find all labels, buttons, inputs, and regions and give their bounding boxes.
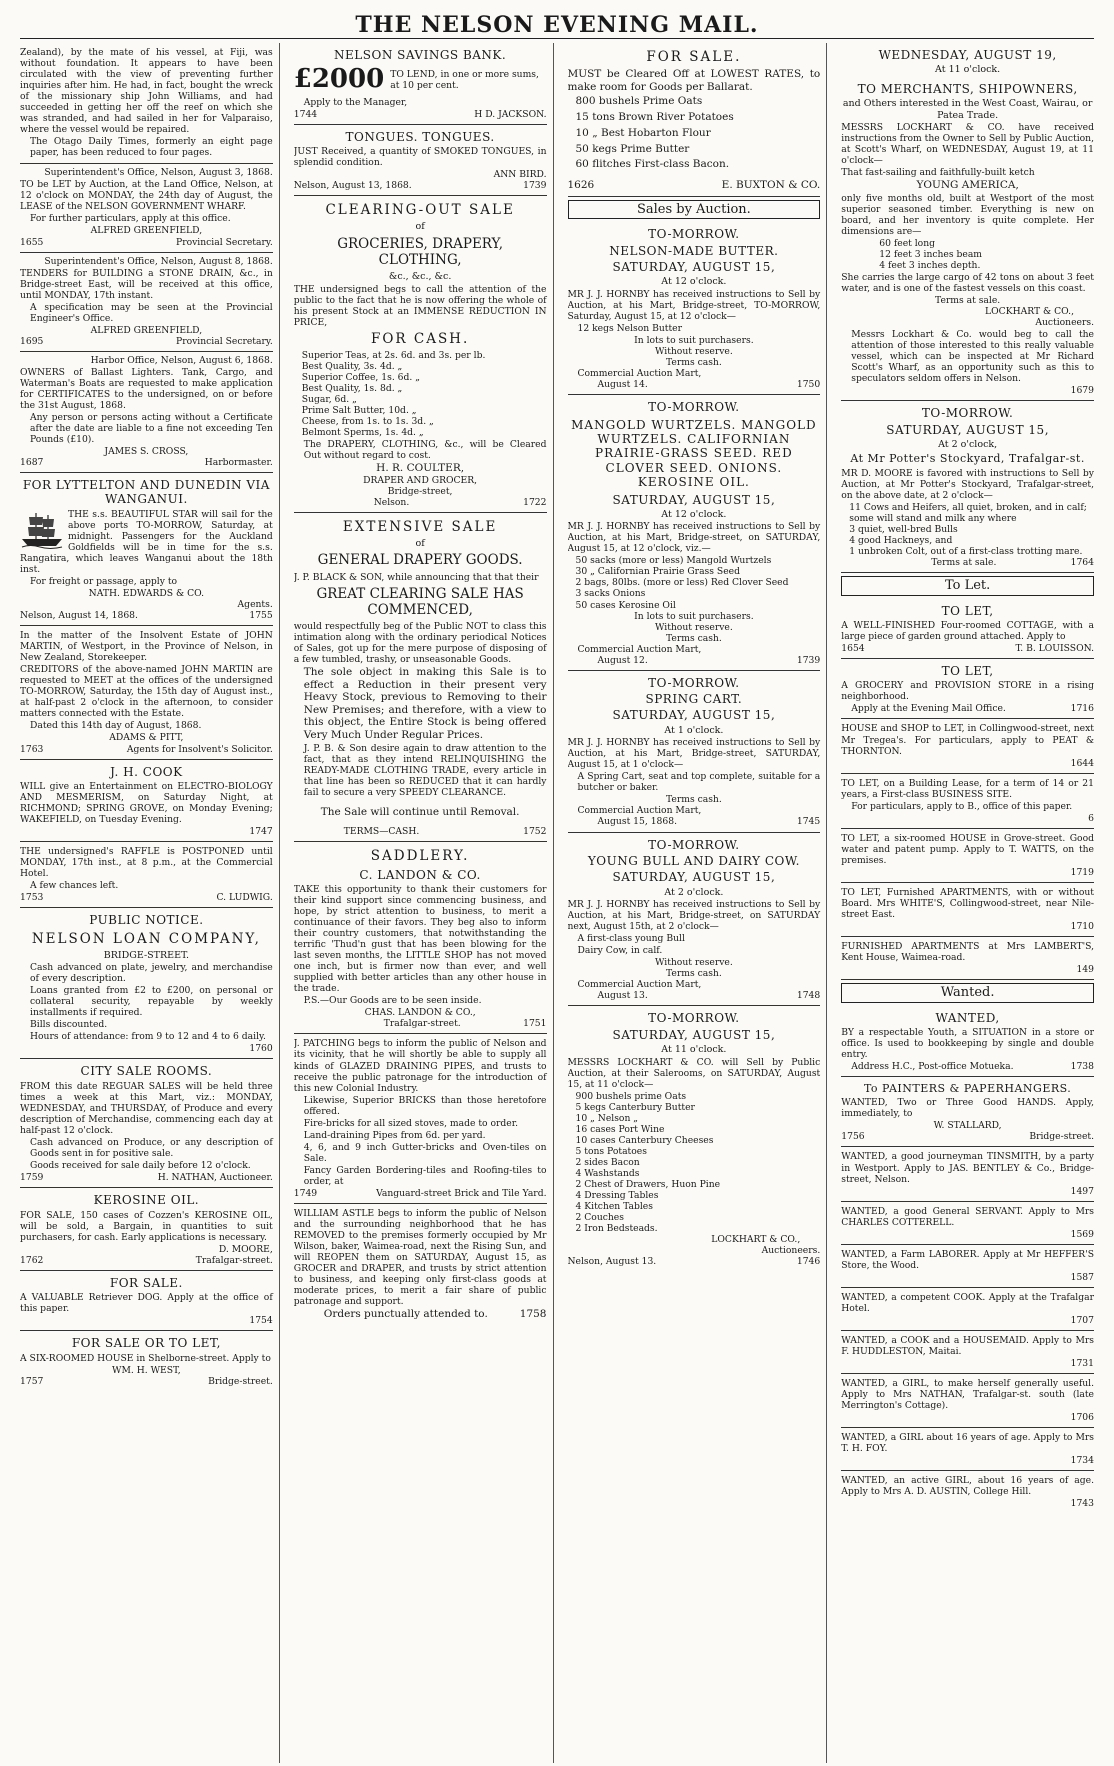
list-item: 50 kegs Prime Butter [575, 142, 690, 155]
list-item: 800 bushels Prime Oats [575, 95, 703, 108]
wanted-laborer: WANTED, a Farm LABORER. Apply at Mr HEFFER'S Store, the Wood. 1587 [841, 1245, 1094, 1288]
ad-loan-company: PUBLIC NOTICE. NELSON LOAN COMPANY, BRIDGE-STREET. Cash advanced on plate, jewelry, and merchandise of every description. Loans granted from £2 to £200, on personal or collateral security, repayable by weekly installments if required. Bills discounted. Hours of attendance: from 9 to 12 and 4 to 6 daily. 1760 [20, 908, 273, 1059]
dimensions-list [841, 238, 1094, 271]
ad-city-sale-rooms: CITY SALE ROOMS. FROM this date REGUAR SALES will be held three times a week at this Mart, viz.: MONDAY, WEDNESDAY, and THURSDAY, of Produce and every description of Merchandise, commencing each day at half-past 12 o'clock. Cash advanced on Produce, or any description of Goods sent in for positive sale. Goods received for sale daily before 12 o'clock. 1759 H. NATHAN, Auctioneer. [20, 1059, 273, 1188]
ad-kerosine-oil: KEROSINE OIL. FOR SALE, 150 cases of Cozzen's KEROSINE OIL, will be sold, a Bargain, in quantities to suit purchasers, for cash. Early applications is necessary. D. MOORE, 1762 Trafalgar-street. [20, 1188, 273, 1271]
livestock-list [841, 502, 1094, 557]
list-item: 4 Kitchen Tables [575, 1200, 653, 1212]
list-item: 10 „ Best Hobarton Flour [575, 126, 711, 139]
section-to-let: To Let. [841, 576, 1094, 596]
goods-list [568, 1091, 821, 1234]
let-grocery-store: TO LET, A GROCERY and PROVISION STORE in a rising neighborhood. Apply at the Evening Mail Office. 1716 [841, 659, 1094, 719]
price-list [294, 350, 547, 438]
list-item: 4 Dressing Tables [575, 1189, 659, 1201]
wanted-girl-austin: WANTED, an active GIRL, about 16 years of age. Apply to Mrs A. D. AUSTIN, College Hill. 1743 [841, 1475, 1094, 1510]
produce-list [568, 94, 821, 173]
ad-black-and-son: EXTENSIVE SALE of GENERAL DRAPERY GOODS. J. P. BLACK & SON, while announcing that that their GREAT CLEARING SALE HAS COMMENCED, would respectfully beg of the Public NOT to class this intimation along with the ordinary periodical Notices of Sales, got up for the mere purpose of disposing of a few tumbled, trashy, or unseasonable Goods. The sole object in making this Sale is to effect a Reduction in their present very Heavy Stock, previous to Removing to their New Premises; and therefore, with a view to this object, the Entire Stock is being offered Very Much Under Regular Prices. J. P. B. & Son desire again to draw attention to the fact, that as they intend RELINQUISHING the READY-MADE CLOTHING TRADE, every article in that line has been so REDUCED that it can hardly fail to secure a very SPEEDY CLEARANCE. The Sale will continue until Removal. TERMS—CASH. 1752 [294, 513, 547, 843]
wanted-girl-foy: WANTED, a GIRL about 16 years of age. Apply to Mrs T. H. FOY. 1734 [841, 1428, 1094, 1471]
wanted-girl-nathan: WANTED, a GIRL, to make herself generally useful. Apply to Mrs NATHAN, Trafalgar-st. south (late Merrington's Cottage). 1706 [841, 1374, 1094, 1428]
wanted-housemaid: WANTED, a COOK and a HOUSEMAID. Apply to Mrs F. HUDDLESTON, Maitai. 1731 [841, 1331, 1094, 1374]
list-item: 15 tons Brown River Potatoes [575, 111, 734, 124]
ad-retriever-dog: FOR SALE. A VALUABLE Retriever DOG. Apply at the office of this paper. 1754 [20, 1271, 273, 1331]
auction-bull-cow: TO-MORROW. YOUNG BULL AND DAIRY COW. SATURDAY, AUGUST 15, At 2 o'clock. MR J. J. HORNBY has received instructions to Sell by Auction, at his Mart, Bridge-street, on SATURDAY next, August 15th, at 2 o'clock— A first-class young Bull Dairy Cow, in calf. Without reserve. Terms cash. Commercial Auction Mart, August 13. 1748 [568, 833, 821, 1007]
list-item: 60 flitches First-class Bacon. [575, 158, 730, 171]
wanted-cook: WANTED, a competent COOK. Apply at the Trafalgar Hotel. 1707 [841, 1288, 1094, 1331]
list-item: 4 Washstands [575, 1167, 640, 1179]
list-item: 2 Chest of Drawers, Huon Pine [575, 1178, 721, 1190]
masthead: THE NELSON EVENING MAIL. [20, 0, 1094, 39]
list-item: Prime Salt Butter, 10d. „ [301, 404, 417, 416]
list-item: Sugar, 6d. „ [301, 393, 357, 405]
wanted-situation: WANTED, BY a respectable Youth, a SITUATION in a store or office. Is used to bookkeeping by single and double entry. Address H.C., Post-office Motueka. 1738 [841, 1006, 1094, 1078]
auction-potters-stockyard: TO-MORROW. SATURDAY, AUGUST 15, At 2 o'clock, At Mr Potter's Stockyard, Trafalgar-st. MR D. MOORE is favored with instructions to Sell by Auction, at Mr Potter's Stockyard, Trafalgar-street, on the above date, at 2 o'clock— 11 Cows and Heifers, all quiet, broken, and in calf; some will stand and milk any where 3 quiet, well-bred Bulls 4 good Hackneys, and 1 unbroken Colt, out of a first-class trotting mare. Terms at sale. 1764 [841, 401, 1094, 573]
ad-raffle: THE undersigned's RAFFLE is POSTPONED until MONDAY, 17th inst., at 8 p.m., at the Commercial Hotel. A few chances left. 1753 C. LUDWIG. [20, 842, 273, 908]
list-item: Belmont Sperms, 1s. 4d. „ [301, 427, 424, 439]
list-item: 5 kegs Canterbury Butter [575, 1101, 695, 1113]
column-2 [294, 43, 554, 1763]
ad-savings-bank: NELSON SAVINGS BANK. £2000 TO LEND, in one or more sums, at 10 per cent. Apply to the Manager, 1744 H D. JACKSON. [294, 43, 547, 125]
ad-saddlery: SADDLERY. C. LANDON & CO. TAKE this opportunity to thank their customers for their kind support since commencing business, and hope, by strict attention to business, to merit a continuance of their favors. They beg also to inform their country customers, that notwithstanding the terrific 'Thud'n gust that has been blowing for the last seven months, the LITTLE SHOP has not moved one inch, but is firmer now than ever, and well supplied with better articles than any other house in the trade. P.S.—Our Goods are to be seen inside. CHAS. LANDON & CO., Trafalgar-street. 1751 [294, 842, 547, 1034]
auction-lockhart-oats: TO-MORROW. SATURDAY, AUGUST 15, At 11 o'clock. MESSRS LOCKHART & CO. will Sell by Public Auction, at their Salerooms, on SATURDAY, August 15, at 11 o'clock— 900 bushels prime Oats 5 kegs Canterbury Butter 10 „ Nelson „ 16 cases Port Wine 10 cases Canterbury Cheeses 5 tons Potatoes 2 sides Bacon 4 Washstands 2 Chest of Drawers, Huon Pine 4 Dressing Tables 4 Kitchen Tables 2 Couches 2 Iron Bedsteads. LOCKHART & CO., Auctioneers. Nelson, August 13. 1746 [567, 1011, 821, 1268]
news-article: Zealand), by the mate of his vessel, at Fiji, was without foundation. It appears to have been circulated with the view of preventing further inquiries after him. He had, in fact, bought the wreck of the missionary ship John Williams, and had succeeded in getting her off the reef on which she was stranded, and had sailed in her for Valparaiso, where the vessel would be repaired. The Otago Daily Times, formerly an eight page paper, has been reduced to four pages. [20, 43, 273, 164]
seed-list [568, 555, 821, 610]
ad-harbor-office: Harbor Office, Nelson, August 6, 1868. OWNERS of Ballast Lighters. Tank, Cargo, and Waterman's Boats are requested to make application for CERTIFICATES to the undersigned, on or before the 31st August, 1868. Any person or persons acting without a Certificate after the date are liable to a fine not exceeding Ten Pounds (£10). JAMES S. CROSS, 1687 Harbormaster. [20, 352, 273, 473]
wanted-painters: To PAINTERS & PAPERHANGERS. WANTED, Two or Three Good HANDS. Apply, immediately, to W. STALLARD, 1756 Bridge-street. [841, 1077, 1094, 1147]
column-4 [841, 43, 1094, 1763]
ad-buxton-for-sale: FOR SALE. MUST be Cleared Off at LOWEST RATES, to make room for Goods per Ballarat. 800 bushels Prime Oats 15 tons Brown River Potatoes 10 „ Best Hobarton Flour 50 kegs Prime Butter 60 flitches First-class Bacon. 1626 E. BUXTON & CO. [568, 43, 821, 197]
auction-mangold: TO-MORROW. MANGOLD WURTZELS. MANGOLD WURTZELS. CALIFORNIAN PRAIRIE-GRASS SEED. RED CLOVER SEED. ONIONS. KEROSINE OIL. SATURDAY, AUGUST 15, At 12 o'clock. MR J. J. HORNBY has received instructions to Sell by Auction, at his Mart, Bridge-street, on SATURDAY, August 15, at 12 o'clock, viz.— 50 sacks (more or less) Mangold Wurtzels 30 „ Californian Prairie Grass Seed 2 bags, 80lbs. (more or less) Red Clover Seed 3 sacks Onions 50 cases Kerosine Oil In lots to suit purchasers. Without reserve. Terms cash. Commercial Auction Mart, August 12. 1739 [568, 395, 821, 671]
list-item: Best Quality, 1s. 8d. „ [301, 382, 403, 394]
list-item: 1 unbroken Colt, out of a first-class trotting mare. [849, 545, 1083, 557]
let-grove-street: TO LET, a six-roomed HOUSE in Grove-street. Good water and patent pump. Apply to T. WATTS, on the premises. 1719 [841, 829, 1094, 883]
list-item: 5 tons Potatoes [575, 1145, 647, 1157]
list-item: 3 sacks Onions [575, 588, 646, 600]
list-item: Cheese, from 1s. to 1s. 3d. „ [301, 416, 434, 427]
ad-cook-entertainment: J. H. COOK WILL give an Entertainment on ELECTRO-BIOLOGY AND MESMERISM, on Saturday Night, at RICHMOND; SPRING GROVE, on Monday Evening; WAKEFIELD, on Tuesday Evening. 1747 [20, 760, 273, 843]
list-item: Superior Teas, at 2s. 6d. and 3s. per lb. [301, 349, 486, 361]
section-sales-by-auction: Sales by Auction. [568, 200, 821, 220]
ad-stone-drain: Superintendent's Office, Nelson, August 8, 1868. TENDERS for BUILDING a STONE DRAIN, &c., in Bridge-street East, will be received at this office, until MONDAY, 17th instant. A specification may be seen at the Provincial Engineer's Office. ALFRED GREENFIELD, 1695 Provincial Secretary. [20, 253, 273, 352]
auction-spring-cart: TO-MORROW. SPRING CART. SATURDAY, AUGUST 15, At 1 o'clock. MR J. J. HORNBY has received instructions to Sell by Auction, at his Mart, Bridge-street, SATURDAY, August 15, at 1 o'clock— A Spring Cart, seat and top complete, suitable for a butcher or baker. Terms cash. Commercial Auction Mart, August 15, 1868. 1745 [568, 671, 821, 833]
ad-beautiful-star: FOR LYTTELTON AND DUNEDIN VIA WANGANUI. THE s.s. BEAUTIFUL STAR will sail for the above ports TO-MORROW, Saturday, at midnight. Passengers for the Auckland Goldfields will be in time for the s.s. Rangatira, which leaves Wanganui about the 18th inst. For freight or passage, apply to NATH. EDWARDS & CO. Agents. Nelson, August 14, 1868. 1755 [20, 473, 273, 626]
ad-house-shelborne: FOR SALE OR TO LET, A SIX-ROOMED HOUSE in Shelborne-street. Apply to WM. H. WEST, 1757 Bridge-street. [20, 1336, 273, 1387]
ad-clearing-out-sale: CLEARING-OUT SALE of GROCERIES, DRAPERY, CLOTHING, &c., &c., &c. THE undersigned begs to call the attention of the public to the fact that he is now offering the whole of his present Stock at an IMMENSE REDUCTION IN PRICE, FOR CASH. Superior Teas, at 2s. 6d. and 3s. per lb. Best Quality, 3s. 4d. „ Superior Coffee, 1s. 6d. „ Best Quality, 1s. 8d. „ Sugar, 6d. „ Prime Salt Butter, 10d. „ Cheese, from 1s. to 1s. 3d. „ Belmont Sperms, 1s. 4d. „ The DRAPERY, CLOTHING, &c., will be Cleared Out without regard to cost. H. R. COULTER, DRAPER AND GROCER, Bridge-street, Nelson. 1722 [294, 196, 547, 513]
list-item: 30 „ Californian Prairie Grass Seed [575, 566, 740, 578]
column-3 [568, 43, 828, 1763]
list-item: 4 feet 3 inches depth. [879, 259, 981, 271]
list-item: 11 Cows and Heifers, all quiet, broken, and in calf; some will stand and milk any where [849, 501, 1087, 524]
ad-government-wharf: Superintendent's Office, Nelson, August 3, 1868. TO be LET by Auction, at the Land Office, Nelson, at 12 o'clock on MONDAY, the 24th day of August, the LEASE of the NELSON GOVERNMENT WHARF. For further particulars, apply at this office. ALFRED GREENFIELD, 1655 Provincial Secretary. [20, 164, 273, 252]
list-item: 4 good Hackneys, and [849, 534, 953, 546]
list-item: 10 cases Canterbury Cheeses [575, 1134, 714, 1146]
let-apartments-lambert: FURNISHED APARTMENTS at Mrs LAMBERT'S, Kent House, Waimea-road. 149 [841, 937, 1094, 980]
list-item: 60 feet long [879, 237, 936, 249]
list-item: 2 bags, 80lbs. (more or less) Red Clover Seed [575, 577, 789, 589]
list-item: 900 bushels prime Oats [575, 1090, 687, 1102]
let-apartments-white: TO LET, Furnished APARTMENTS, with or without Board. Mrs WHITE'S, Collingwood-street, near Nile-street East. 1710 [841, 883, 1094, 937]
list-item: 50 cases Kerosine Oil [575, 599, 676, 611]
list-item: 2 sides Bacon [575, 1156, 640, 1168]
list-item: Best Quality, 3s. 4d. „ [301, 360, 403, 372]
list-item: 16 cases Port Wine [575, 1123, 665, 1135]
let-business-site: TO LET, on a Building Lease, for a term of 14 or 21 years, a First-class BUSINESS SITE. For particulars, apply to B., office of this paper. 6 [841, 774, 1094, 829]
list-item: 2 Couches [575, 1211, 624, 1223]
ship-icon [20, 509, 64, 549]
list-item: 10 „ Nelson „ [575, 1112, 639, 1124]
let-house-shop: HOUSE and SHOP to LET, in Collingwood-street, next Mr Tregea's. For particulars, apply to PEAT & THORNTON. 1644 [841, 719, 1094, 773]
list-item: Superior Coffee, 1s. 6d. „ [301, 371, 420, 383]
ad-william-astle: WILLIAM ASTLE begs to inform the public of Nelson and the surrounding neighborhood that he has REMOVED to the premises formerly occupied by Mr Wilson, baker, Waimea-road, next the Rising Sun, and will REOPEN them on SATURDAY, August 15, as GROCER and DRAPER, and trusts by strict attention to business, and keeping only first-class goods at moderate prices, to merit a fair share of public patronage and support. Orders punctually attended to. 1758 [293, 1207, 547, 1321]
column-1 [20, 43, 280, 1763]
list-item: 2 Iron Bedsteads. [575, 1222, 658, 1234]
section-wanted: Wanted. [841, 983, 1094, 1003]
list-item: 50 sacks (more or less) Mangold Wurtzels [575, 555, 772, 567]
auction-young-america: WEDNESDAY, AUGUST 19, At 11 o'clock. TO MERCHANTS, SHIPOWNERS, and Others interested in the West Coast, Wairau, or Patea Trade. MESSRS LOCKHART & CO. have received instructions from the Owner to Sell by Public Auction, at Scott's Wharf, on WEDNESDAY, August 19, at 11 o'clock— That fast-sailing and faithfully-built ketch YOUNG AMERICA, only five months old, built at Westport of the most superior seasoned timber. Everything is new on board, and her inventory is quite complete. Her dimensions are— 60 feet long 12 feet 3 inches beam 4 feet 3 inches depth. She carries the large cargo of 42 tons on about 3 feet water, and is one of the fastest vessels on this coast. Terms at sale. LOCKHART & CO., Auctioneers. Messrs Lockhart & Co. would beg to call the attention of those interested to this really valuable vessel, which can be inspected at Mr Richard Scott's Wharf, as an opportunity such as this to speculators seldom offers in Nelson. 1679 [841, 43, 1094, 401]
list-item: 12 feet 3 inches beam [879, 248, 983, 260]
list-item: 3 quiet, well-bred Bulls [849, 523, 958, 535]
ad-patching-brick: J. PATCHING begs to inform the public of Nelson and its vicinity, that he will shortly be able to supply all kinds of GLAZED DRAINING PIPES, and trusts to receive the public patronage for the introduction of this new Colonial Industry. Likewise, Superior BRICKS than those heretofore offered. Fire-bricks for all sized stoves, made to order. Land-draining Pipes from 6d. per yard. 4, 6, and 9 inch Gutter-bricks and Oven-tiles on Sale. Fancy Garden Bordering-tiles and Roofing-tiles to order, at 1749 Vanguard-street Brick and Tile Yard. [294, 1034, 547, 1203]
ad-insolvent-estate: In the matter of the Insolvent Estate of JOHN MARTIN, of Westport, in the Province of Nelson, in New Zealand, Storekeeper. CREDITORS of the above-named JOHN MARTIN are requested to MEET at the offices of the undersigned TO-MORROW, Saturday, the 15th day of August inst., at half-past 2 o'clock in the afternoon, to consider matters connected with the Estate. Dated this 14th day of August, 1868. ADAMS & PITT, 1763 Agents for Insolvent's Solicitor. [20, 626, 273, 759]
auction-butter: TO-MORROW. NELSON-MADE BUTTER. SATURDAY, AUGUST 15, At 12 o'clock. MR J. J. HORNBY has received instructions to Sell by Auction, at his Mart, Bridge-street, TO-MORROW, Saturday, August 15, at 12 o'clock— 12 kegs Nelson Butter In lots to suit purchasers. Without reserve. Terms cash. Commercial Auction Mart, August 14. 1750 [568, 222, 821, 395]
wanted-tinsmith: WANTED, a good journeyman TINSMITH, by a party in Westport. Apply to JAS. BENTLEY & Co., Bridge-street, Nelson. 1497 [841, 1147, 1094, 1201]
wanted-servant: WANTED, a good General SERVANT. Apply to Mrs CHARLES COTTERELL. 1569 [841, 1202, 1094, 1245]
ad-tongues: TONGUES. TONGUES. JUST Received, a quantity of SMOKED TONGUES, in splendid condition. ANN BIRD. Nelson, August 13, 1868. 1739 [294, 125, 547, 197]
let-cottage: TO LET, A WELL-FINISHED Four-roomed COTTAGE, with a large piece of garden ground attached. Apply to 1654 T. B. LOUISSON. [841, 599, 1094, 659]
